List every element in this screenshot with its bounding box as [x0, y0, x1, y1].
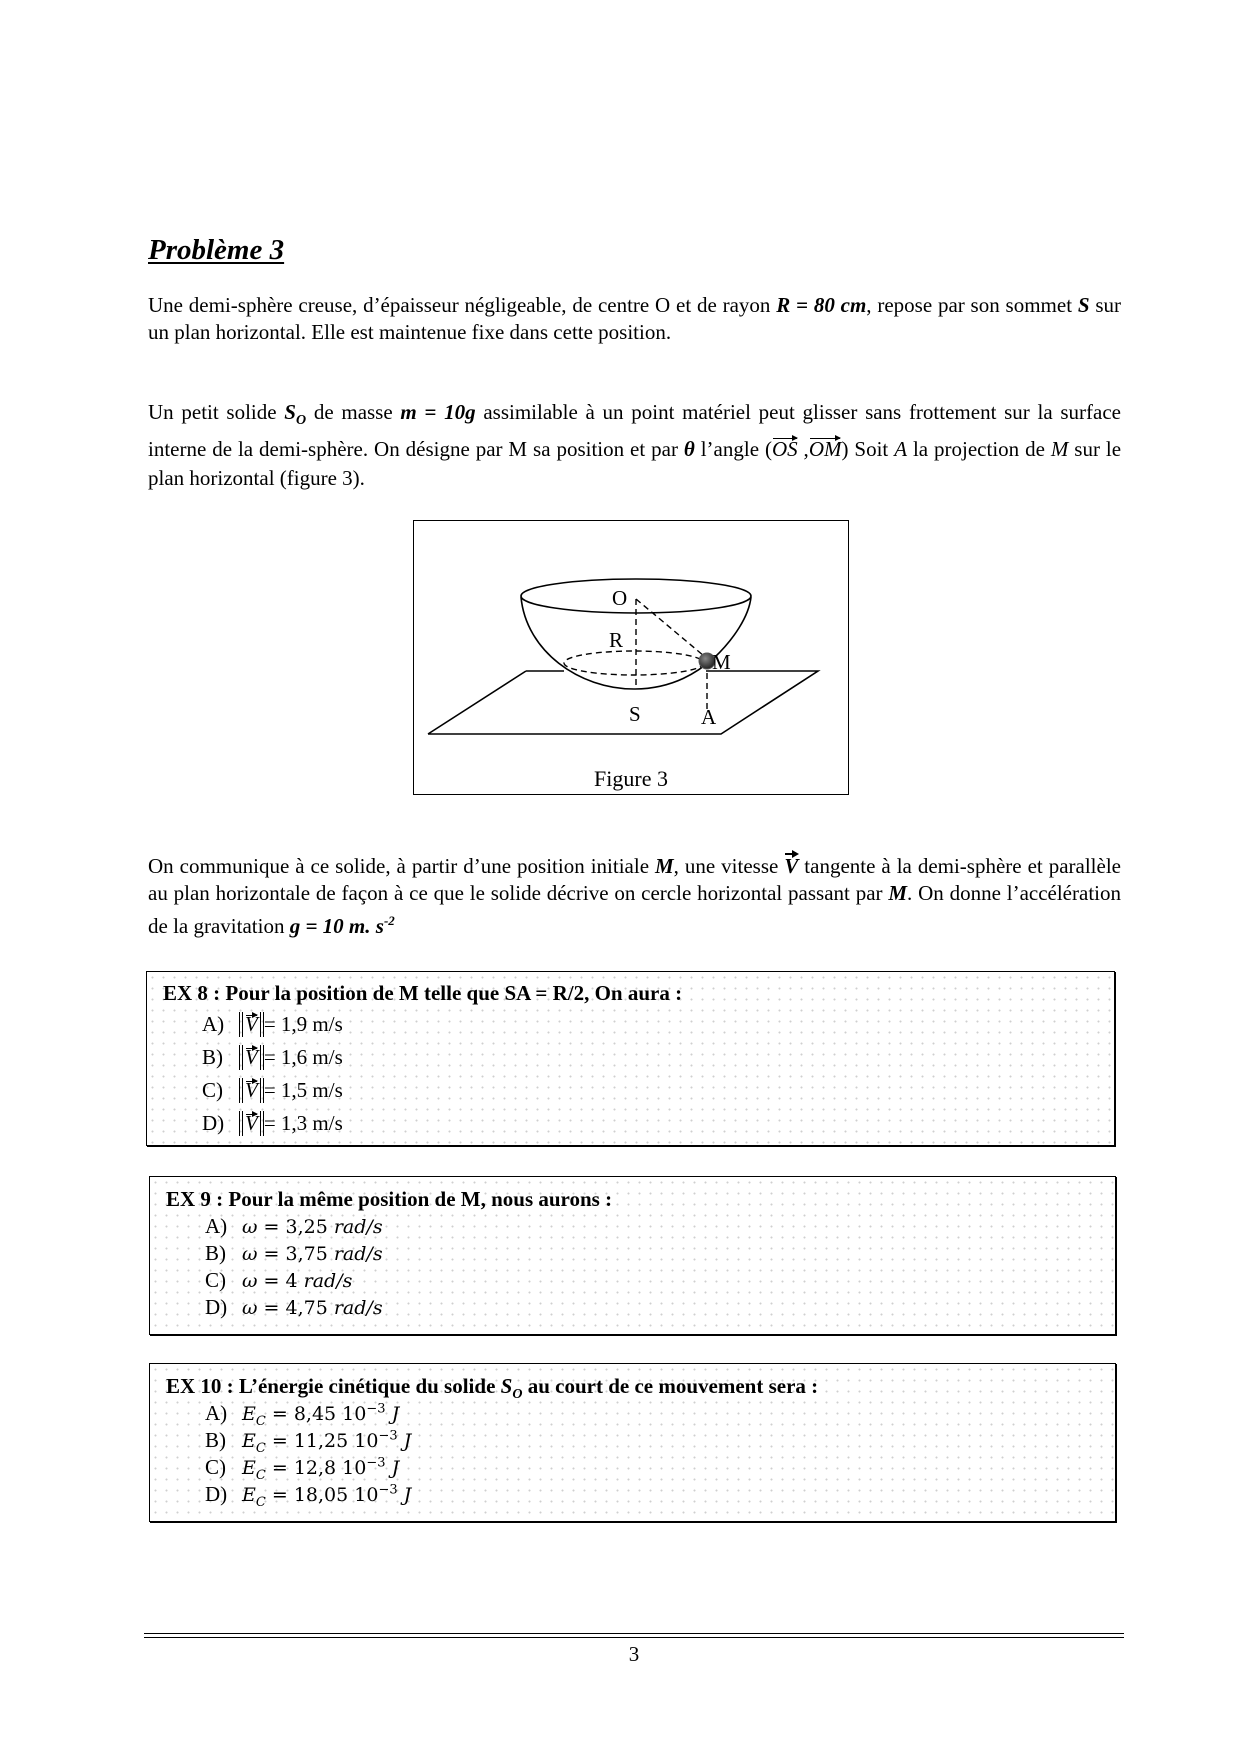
exercise-9-option-a[interactable]	[205, 1214, 383, 1239]
option-label: C)	[205, 1268, 226, 1292]
exercise-9-box	[149, 1176, 1116, 1335]
footer-divider	[144, 1633, 1124, 1638]
text: , repose par son sommet	[866, 293, 1078, 317]
solid-symbol: S	[284, 400, 296, 424]
text: assimilable à un point matériel peut glisser sans frottement sur la surface interne de la demi-sphère. On désigne par M sa position et par	[148, 400, 1121, 462]
summit-symbol: S	[1077, 293, 1090, 317]
text: ) Soit	[841, 437, 895, 462]
gravity-exponent: -2	[383, 913, 395, 928]
vector-v: V	[784, 854, 799, 878]
mass-value: m = 10g	[400, 400, 476, 424]
plane	[428, 671, 818, 734]
energy-subscript: C	[255, 1440, 266, 1456]
option-value: = 8,45 10	[265, 1403, 367, 1425]
option-unit: rad/s	[333, 1243, 383, 1265]
hemisphere-rim	[521, 579, 751, 613]
option-unit: J	[403, 1430, 412, 1452]
exercise-8-box	[146, 971, 1115, 1146]
exercise-9-option-d[interactable]	[205, 1295, 383, 1320]
vector-v: V	[245, 1078, 258, 1102]
text: de masse	[306, 400, 401, 424]
point-m: M	[654, 854, 674, 878]
option-value: = 1,9 m/s	[263, 1012, 343, 1036]
point-m: M	[888, 881, 908, 905]
problem-title: Problème 3	[148, 234, 285, 266]
text: sur le plan horizontal (figure 3).	[148, 437, 1122, 491]
text: EX 10 : L’énergie cinétique du solide	[166, 1374, 501, 1398]
option-value: = 1,6 m/s	[263, 1045, 343, 1069]
label-s: S	[629, 702, 641, 726]
option-unit: J	[391, 1457, 400, 1479]
option-label: A)	[205, 1214, 228, 1238]
exercise-9-option-c[interactable]	[205, 1268, 352, 1293]
gravity-value: g = 10 m. s	[289, 914, 384, 938]
option-label: B)	[202, 1045, 223, 1069]
exponent: −3	[378, 1428, 398, 1444]
exponent: −3	[378, 1482, 398, 1498]
option-value: = 1,3 m/s	[263, 1111, 343, 1135]
text: . On donne l’accélération de la gravitation	[148, 881, 1121, 938]
solid-subscript: O	[512, 1387, 523, 1403]
exercise-8-option-d[interactable]	[202, 1111, 343, 1136]
exercise-10-option-c[interactable]	[205, 1455, 399, 1483]
exercise-8-option-a[interactable]	[202, 1012, 343, 1037]
vector-v: V	[245, 1012, 258, 1036]
solid-paragraph	[148, 398, 1121, 493]
page-number: 3	[628, 1642, 640, 1666]
velocity-paragraph	[148, 853, 1121, 940]
figure-3	[413, 520, 849, 795]
exercise-9-question: EX 9 : Pour la même position de M, nous aurons :	[166, 1187, 613, 1211]
exponent: −3	[366, 1455, 386, 1471]
option-unit: rad/s	[333, 1216, 383, 1238]
exercise-10-option-a[interactable]	[205, 1401, 399, 1429]
option-unit: J	[403, 1484, 412, 1506]
exercise-8-option-c[interactable]	[202, 1078, 343, 1103]
radius-value: R = 80 cm	[776, 293, 867, 317]
omega-symbol: ω	[242, 1243, 258, 1265]
exercise-10-option-b[interactable]	[205, 1428, 411, 1456]
text: , une vitesse	[673, 854, 785, 878]
figure-caption: Figure 3	[594, 766, 668, 791]
omega-symbol: ω	[242, 1270, 258, 1292]
solid-symbol: S	[500, 1374, 513, 1398]
label-m: M	[712, 650, 731, 674]
omega-symbol: ω	[242, 1297, 258, 1319]
text: au court de ce mouvement sera :	[522, 1374, 819, 1398]
exercise-10-question	[166, 1374, 818, 1403]
option-unit: rad/s	[333, 1297, 383, 1319]
option-label: C)	[202, 1078, 223, 1102]
option-unit: rad/s	[303, 1270, 353, 1292]
option-label: D)	[202, 1111, 225, 1135]
option-value: = 11,25 10	[265, 1430, 379, 1452]
option-label: C)	[205, 1455, 226, 1479]
exercise-10-box	[149, 1363, 1116, 1522]
option-label: A)	[205, 1401, 228, 1425]
vector-om: OM	[809, 435, 842, 464]
energy-symbol: E	[242, 1484, 256, 1506]
vector-os: OS	[772, 435, 798, 464]
vector-v: V	[245, 1045, 258, 1069]
omega-symbol: ω	[242, 1216, 258, 1238]
label-a: A	[701, 705, 717, 729]
energy-subscript: C	[255, 1494, 266, 1510]
option-value: = 18,05 10	[265, 1484, 379, 1506]
trajectory-circle	[564, 651, 704, 675]
exercise-8-option-b[interactable]	[202, 1045, 343, 1070]
energy-subscript: C	[255, 1413, 266, 1429]
text: tangente à la demi-sphère et parallèle au plan horizontale de façon à ce que le solide décrive on cercle horizontal passant par	[148, 854, 1121, 905]
exercise-10-option-d[interactable]	[205, 1482, 411, 1510]
option-label: D)	[205, 1295, 228, 1319]
theta-symbol: θ	[683, 437, 695, 462]
energy-subscript: C	[255, 1467, 266, 1483]
point-m: M	[1050, 437, 1069, 462]
option-label: B)	[205, 1241, 226, 1265]
text: la projection de	[907, 437, 1051, 462]
exercise-9-option-b[interactable]	[205, 1241, 383, 1266]
text: Un petit solide	[148, 400, 285, 424]
option-value: = 4	[257, 1270, 304, 1292]
vector-v: V	[245, 1111, 258, 1135]
point-a: A	[894, 437, 908, 462]
text: ,	[797, 437, 809, 462]
text: sur un plan horizontal. Elle est maintenue fixe dans cette position.	[148, 293, 1122, 344]
text: l’angle (	[694, 437, 772, 462]
text: Une demi-sphère creuse, d’épaisseur négligeable, de centre O et de rayon	[148, 293, 777, 317]
segment-om	[636, 599, 704, 656]
hemisphere-diagram	[414, 521, 848, 794]
solid-subscript: O	[295, 413, 307, 429]
option-label: D)	[205, 1482, 228, 1506]
option-value: = 4,75	[257, 1297, 334, 1319]
option-value: = 3,75	[257, 1243, 334, 1265]
option-value: = 1,5 m/s	[263, 1078, 343, 1102]
intro-paragraph	[148, 292, 1121, 346]
energy-symbol: E	[242, 1457, 256, 1479]
text: On communique à ce solide, à partir d’une position initiale	[148, 854, 655, 878]
exercise-8-question: EX 8 : Pour la position de M telle que SA = R/2, On aura :	[163, 981, 683, 1005]
option-unit: J	[391, 1403, 400, 1425]
label-o: O	[612, 586, 628, 610]
option-label: B)	[205, 1428, 226, 1452]
exponent: −3	[366, 1401, 386, 1417]
energy-symbol: E	[242, 1403, 256, 1425]
energy-symbol: E	[242, 1430, 256, 1452]
label-r: R	[609, 628, 624, 652]
option-value: = 3,25	[257, 1216, 334, 1238]
option-label: A)	[202, 1012, 225, 1036]
option-value: = 12,8 10	[265, 1457, 367, 1479]
